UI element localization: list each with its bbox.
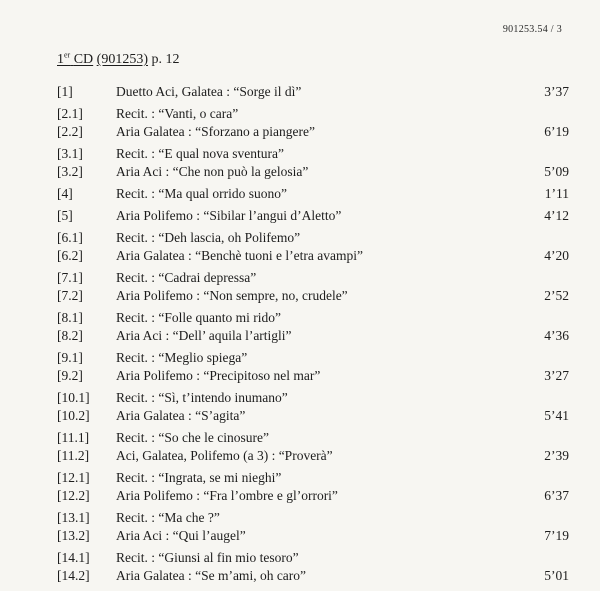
- track-group: [57, 269, 569, 305]
- track-number: [6.2]: [57, 248, 83, 263]
- track-title: Duetto Aci, Galatea : “Sorge il dì”: [116, 84, 302, 99]
- track-row: [57, 527, 569, 545]
- track-number: [10.1]: [57, 390, 90, 405]
- cd-label: 1er CD: [57, 50, 94, 67]
- track-title: Aria Galatea : “Benchè tuoni e l’etra avampi”: [116, 248, 364, 263]
- track-row: [57, 105, 569, 123]
- track-number: [14.1]: [57, 550, 90, 565]
- track-row: [57, 207, 569, 225]
- track-number: [13.1]: [57, 510, 90, 525]
- track-row: [57, 567, 569, 585]
- track-row: [57, 487, 569, 505]
- catalog-reference: 901253.54 / 3: [502, 24, 562, 35]
- track-number: [2.1]: [57, 106, 83, 121]
- track-number: [13.2]: [57, 528, 90, 543]
- track-row: [57, 229, 569, 247]
- track-row: [57, 163, 569, 181]
- track-row: [57, 269, 569, 287]
- track-row: [57, 309, 569, 327]
- track-number: [5]: [57, 208, 73, 223]
- track-number: [4]: [57, 186, 73, 201]
- track-duration: 5’09: [544, 164, 569, 179]
- track-group: [57, 549, 569, 585]
- track-number: [6.1]: [57, 230, 83, 245]
- track-title: Recit. : “Ma qual orrido suono”: [116, 186, 287, 201]
- track-row: [57, 83, 569, 101]
- track-number: [9.2]: [57, 368, 83, 383]
- track-title: Aria Aci : “Che non può la gelosia”: [116, 164, 309, 179]
- track-title: Aria Aci : “Dell’ aquila l’artigli”: [116, 328, 292, 343]
- track-duration: 5’41: [544, 408, 569, 423]
- track-number: [8.2]: [57, 328, 83, 343]
- track-row: [57, 247, 569, 265]
- track-row: [57, 469, 569, 487]
- track-title: Recit. : “Folle quanto mi rido”: [116, 310, 281, 325]
- track-group: [57, 185, 569, 203]
- track-group: [57, 349, 569, 385]
- track-duration: 3’37: [544, 84, 569, 99]
- track-number: [9.1]: [57, 350, 83, 365]
- track-row: [57, 447, 569, 465]
- track-row: [57, 389, 569, 407]
- track-title: Aria Galatea : “S’agita”: [116, 408, 246, 423]
- track-duration: 2’52: [544, 288, 569, 303]
- track-duration: 6’19: [544, 124, 569, 139]
- track-title: Recit. : “Meglio spiega”: [116, 350, 248, 365]
- track-title: Recit. : “So che le cinosure”: [116, 430, 269, 445]
- track-row: [57, 367, 569, 385]
- track-title: Aria Galatea : “Sforzano a piangere”: [116, 124, 316, 139]
- track-row: [57, 509, 569, 527]
- track-row: [57, 549, 569, 567]
- track-title: Recit. : “Cadrai depressa”: [116, 270, 257, 285]
- track-number: [11.1]: [57, 430, 90, 445]
- track-number: [12.2]: [57, 488, 90, 503]
- track-title: Recit. : “Ma che ?”: [116, 510, 220, 525]
- track-number: [8.1]: [57, 310, 83, 325]
- track-group: [57, 389, 569, 425]
- track-group: [57, 145, 569, 181]
- track-group: [57, 309, 569, 345]
- track-duration: 3’27: [544, 368, 569, 383]
- track-row: [57, 123, 569, 141]
- track-row: [57, 145, 569, 163]
- track-title: Recit. : “Giunsi al fin mio tesoro”: [116, 550, 299, 565]
- track-duration: 5’01: [544, 568, 569, 583]
- track-duration: 2’39: [544, 448, 569, 463]
- track-group: [57, 207, 569, 225]
- track-title: Aria Polifemo : “Fra l’ombre e gl’orrori”: [116, 488, 338, 503]
- track-title: Recit. : “Vanti, o cara”: [116, 106, 239, 121]
- track-title: Recit. : “E qual nova sventura”: [116, 146, 284, 161]
- track-duration: 4’12: [544, 208, 569, 223]
- track-title: Recit. : “Deh lascia, oh Polifemo”: [116, 230, 301, 245]
- track-number: [3.1]: [57, 146, 83, 161]
- track-list: [57, 83, 569, 589]
- track-number: [10.2]: [57, 408, 90, 423]
- track-row: [57, 349, 569, 367]
- track-group: [57, 469, 569, 505]
- track-number: [1]: [57, 84, 73, 99]
- track-title: Aria Polifemo : “Precipitoso nel mar”: [116, 368, 321, 383]
- track-title: Recit. : “Sì, t’intendo inumano”: [116, 390, 288, 405]
- track-title: Aria Galatea : “Se m’ami, oh caro”: [116, 568, 307, 583]
- track-number: [12.1]: [57, 470, 90, 485]
- track-number: [7.1]: [57, 270, 83, 285]
- track-duration: 4’20: [544, 248, 569, 263]
- track-duration: 4’36: [544, 328, 569, 343]
- track-row: [57, 287, 569, 305]
- track-number: [3.2]: [57, 164, 83, 179]
- track-row: [57, 429, 569, 447]
- track-number: [11.2]: [57, 448, 90, 463]
- track-duration: 1’11: [544, 186, 569, 201]
- track-number: [2.2]: [57, 124, 83, 139]
- track-title: Aria Polifemo : “Sibilar l’angui d’Aletto”: [116, 208, 342, 223]
- cd-heading: [57, 52, 180, 68]
- track-group: [57, 105, 569, 141]
- track-duration: 7’19: [544, 528, 569, 543]
- track-group: [57, 229, 569, 265]
- page-reference: p. 12: [151, 52, 180, 67]
- track-row: [57, 185, 569, 203]
- track-group: [57, 83, 569, 101]
- track-row: [57, 407, 569, 425]
- cd-catalog-number: (901253): [96, 52, 148, 67]
- track-title: Aria Aci : “Qui l’augel”: [116, 528, 246, 543]
- track-title: Aci, Galatea, Polifemo (a 3) : “Proverà”: [116, 448, 333, 463]
- track-duration: 6’37: [544, 488, 569, 503]
- track-title: Aria Polifemo : “Non sempre, no, crudele”: [116, 288, 348, 303]
- track-title: Recit. : “Ingrata, se mi nieghi”: [116, 470, 282, 485]
- track-number: [14.2]: [57, 568, 90, 583]
- track-row: [57, 327, 569, 345]
- track-number: [7.2]: [57, 288, 83, 303]
- track-group: [57, 509, 569, 545]
- track-group: [57, 429, 569, 465]
